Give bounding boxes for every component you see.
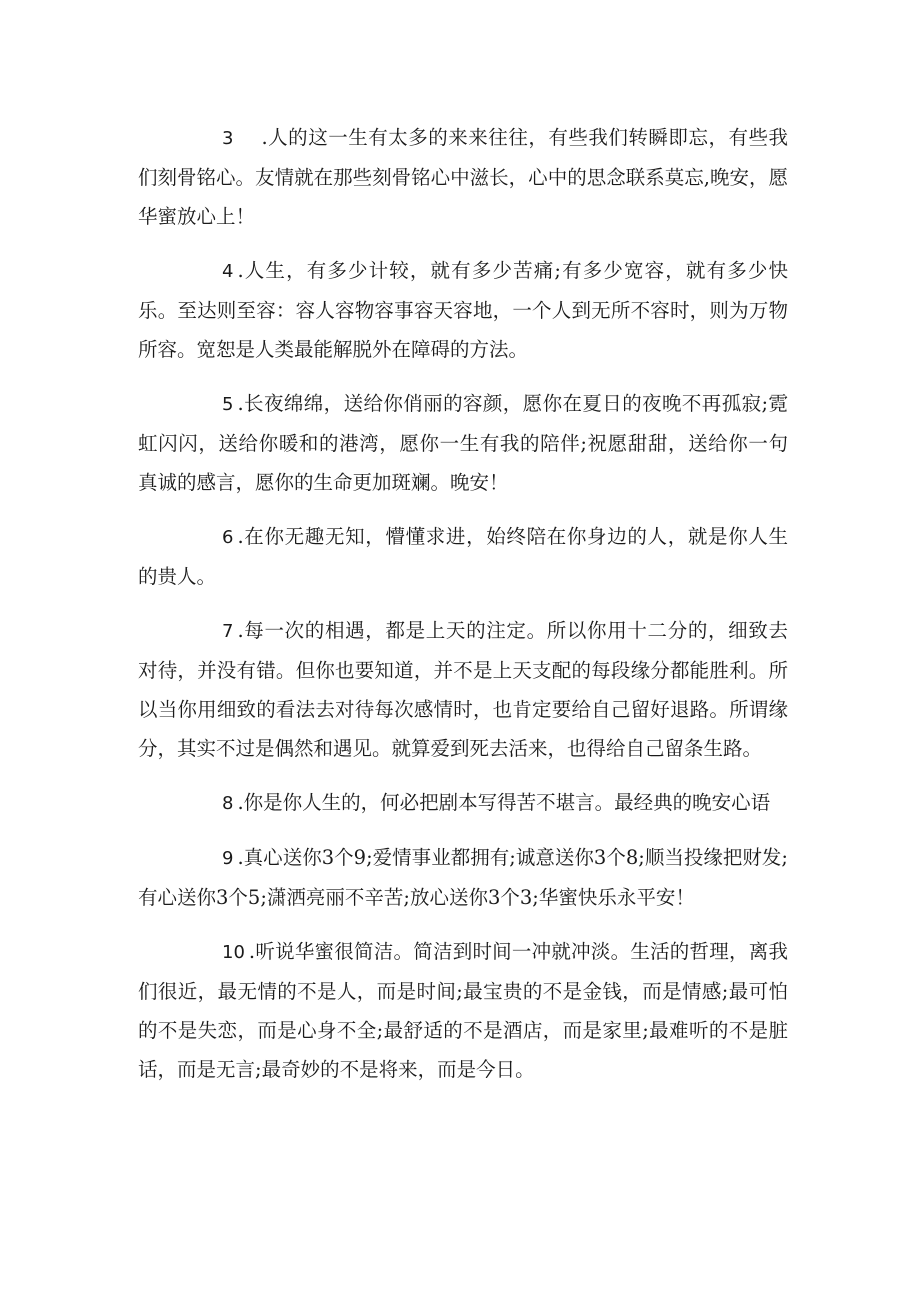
paragraph-text: .每一次的相遇，都是上天的注定。所以你用十二分的，细致去对待，并没有错。但你也要知道，并不是上天支配的每段缘分都能胜利。所以当你用细致的看法去对待每次感情时，也肯定要给自己留好退路。所谓缘分，其实不过是偶然和遇见。就算爱到死去活来，也得给自己留条生路。 [138, 619, 788, 760]
paragraph-number: 4 [222, 261, 234, 282]
paragraph-text: .真心送你3个9;爱情事业都拥有;诚意送你3个8;顺当投缘把财发;有心送你3个5;潇洒亮丽不辛苦;放心送你3个3;华蜜快乐永平安！ [138, 846, 788, 909]
paragraph-6 [138, 517, 788, 596]
paragraph-8 [138, 783, 788, 823]
paragraph-number: 10 [222, 942, 245, 963]
paragraph-5 [138, 384, 788, 502]
paragraph-text: .听说华蜜很简洁。简洁到时间一冲就冲淡。生活的哲理，离我们很近，最无情的不是人，而是时间;最宝贵的不是金钱，而是情感;最可怕的不是失恋，而是心身不全;最舒适的不是酒店，而是家里;最难听的不是脏话，而是无言;最奇妙的不是将来，而是今日。 [138, 940, 788, 1081]
paragraph-number: 6 [222, 527, 234, 548]
paragraph-9 [138, 838, 788, 917]
paragraph-3 [138, 118, 788, 236]
paragraph-10 [138, 932, 788, 1089]
paragraph-text: .人生，有多少计较，就有多少苦痛;有多少宽容，就有多少快乐。至达则至容：容人容物容事容天容地，一个人到无所不容时，则为万物所容。宽恕是人类最能解脱外在障碍的方法。 [138, 259, 788, 361]
paragraph-text: .长夜绵绵，送给你俏丽的容颜，愿你在夏日的夜晚不再孤寂;霓虹闪闪，送给你暖和的港湾，愿你一生有我的陪伴;祝愿甜甜，送给你一句真诚的感言，愿你的生命更加斑斓。晚安！ [138, 392, 788, 494]
paragraph-text: .在你无趣无知，懵懂求进，始终陪在你身边的人，就是你人生的贵人。 [138, 525, 788, 588]
paragraph-number: 3 [222, 128, 234, 149]
paragraph-number: 8 [222, 793, 234, 814]
paragraph-number: 5 [222, 394, 234, 415]
paragraph-number: 9 [222, 848, 234, 869]
paragraph-4 [138, 251, 788, 369]
paragraph-text: .你是你人生的，何必把剧本写得苦不堪言。最经典的晚安心语 [237, 791, 771, 814]
paragraph-number: 7 [222, 621, 234, 642]
document-body [138, 118, 788, 1104]
paragraph-7 [138, 611, 788, 768]
paragraph-text: .人的这一生有太多的来来往往，有些我们转瞬即忘，有些我们刻骨铭心。友情就在那些刻骨铭心中滋长，心中的思念联系莫忘,晚安，愿华蜜放心上！ [138, 126, 788, 228]
